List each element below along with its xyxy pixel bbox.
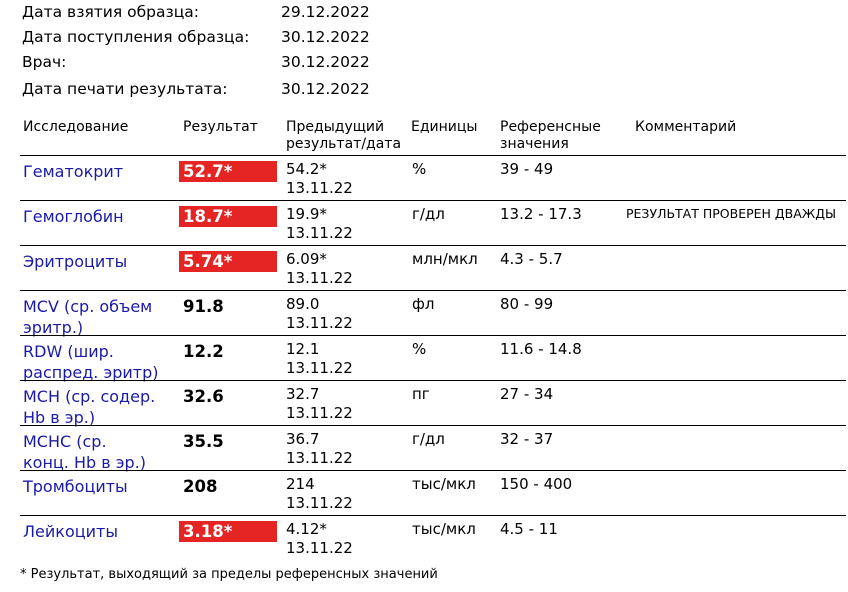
- test-name: RDW (шир. распред. эритр): [23, 342, 159, 382]
- meta-label: Дата печати результата:: [22, 80, 228, 98]
- meta-value: 30.12.2022: [281, 80, 370, 98]
- header-units: Единицы: [411, 119, 478, 135]
- table-row: [20, 380, 846, 427]
- previous-result: [286, 205, 353, 243]
- row-divider: [20, 200, 846, 201]
- previous-date: 13.11.22: [286, 179, 353, 197]
- meta-value: 30.12.2022: [281, 53, 370, 71]
- previous-result: [286, 475, 353, 513]
- previous-result: [286, 160, 353, 198]
- table-row: [20, 245, 846, 289]
- test-unit: %: [412, 340, 427, 358]
- row-divider: [20, 155, 846, 156]
- row-divider: [20, 290, 846, 291]
- previous-date: 13.11.22: [286, 359, 353, 377]
- previous-value: 54.2*: [286, 160, 327, 178]
- reference-range: 4.5 - 11: [500, 520, 558, 538]
- previous-result: [286, 520, 353, 558]
- test-name: MCV (ср. объем эритр.): [23, 297, 153, 337]
- previous-date: 13.11.22: [286, 224, 353, 242]
- meta-label: Врач:: [22, 53, 67, 71]
- table-row: [20, 425, 846, 472]
- test-result: 52.7*: [179, 161, 277, 182]
- test-name: MCHC (ср. конц. Hb в эр.): [23, 432, 147, 472]
- test-result: 12.2: [183, 342, 224, 361]
- test-result: 32.6: [183, 387, 224, 406]
- reference-range: 13.2 - 17.3: [500, 205, 582, 223]
- row-divider: [20, 515, 846, 516]
- table-row: [20, 470, 846, 514]
- previous-value: 4.12*: [286, 520, 327, 538]
- previous-value: 36.7: [286, 430, 320, 448]
- header-result: Результат: [183, 119, 258, 135]
- meta-value: 30.12.2022: [281, 28, 370, 46]
- test-name: Лейкоциты: [23, 522, 118, 541]
- meta-value: 29.12.2022: [281, 3, 370, 21]
- test-unit: г/дл: [412, 430, 445, 448]
- table-row: [20, 290, 846, 337]
- previous-result: [286, 385, 353, 423]
- header-comment: Комментарий: [635, 119, 737, 135]
- previous-date: 13.11.22: [286, 449, 353, 467]
- test-result: 91.8: [183, 297, 224, 316]
- previous-value: 12.1: [286, 340, 320, 358]
- previous-value: 6.09*: [286, 250, 327, 268]
- test-name: Тромбоциты: [23, 477, 128, 496]
- previous-value: 214: [286, 475, 315, 493]
- previous-date: 13.11.22: [286, 269, 353, 287]
- test-unit: тыс/мкл: [412, 520, 476, 538]
- table-row: [20, 200, 846, 244]
- previous-date: 13.11.22: [286, 314, 353, 332]
- reference-range: 11.6 - 14.8: [500, 340, 582, 358]
- test-unit: г/дл: [412, 205, 445, 223]
- table-row: [20, 155, 846, 199]
- test-result: 208: [183, 477, 218, 496]
- previous-value: 19.9*: [286, 205, 327, 223]
- previous-date: 13.11.22: [286, 494, 353, 512]
- test-result: 5.74*: [179, 251, 277, 272]
- row-divider: [20, 425, 846, 426]
- test-name: Эритроциты: [23, 252, 128, 271]
- table-row: [20, 515, 846, 559]
- test-comment: РЕЗУЛЬТАТ ПРОВЕРЕН ДВАЖДЫ: [626, 206, 837, 221]
- header-reference: Референсные значения: [500, 119, 601, 152]
- test-unit: тыс/мкл: [412, 475, 476, 493]
- row-divider: [20, 470, 846, 471]
- test-unit: фл: [412, 295, 435, 313]
- header-study: Исследование: [23, 119, 129, 135]
- previous-result: [286, 340, 353, 378]
- previous-result: [286, 295, 353, 333]
- previous-value: 32.7: [286, 385, 320, 403]
- test-result: 35.5: [183, 432, 224, 451]
- row-divider: [20, 380, 846, 381]
- reference-range: 32 - 37: [500, 430, 554, 448]
- previous-date: 13.11.22: [286, 404, 353, 422]
- reference-range: 4.3 - 5.7: [500, 250, 563, 268]
- previous-date: 13.11.22: [286, 539, 353, 557]
- test-name: MCH (ср. содер. Hb в эр.): [23, 387, 156, 427]
- test-unit: млн/мкл: [412, 250, 478, 268]
- test-result: 3.18*: [179, 521, 277, 542]
- test-unit: %: [412, 160, 427, 178]
- reference-range: 80 - 99: [500, 295, 554, 313]
- test-result: 18.7*: [179, 206, 277, 227]
- header-previous: Предыдущий результат/дата: [286, 119, 402, 152]
- meta-label: Дата взятия образца:: [22, 3, 200, 21]
- row-divider: [20, 245, 846, 246]
- test-name: Гемоглобин: [23, 207, 124, 226]
- previous-result: [286, 250, 353, 288]
- meta-label: Дата поступления образца:: [22, 28, 250, 46]
- row-divider: [20, 335, 846, 336]
- reference-range: 27 - 34: [500, 385, 554, 403]
- footnote: * Результат, выходящий за пределы референсных значений: [20, 567, 438, 582]
- previous-result: [286, 430, 353, 468]
- table-row: [20, 335, 846, 382]
- test-name: Гематокрит: [23, 162, 124, 181]
- reference-range: 39 - 49: [500, 160, 554, 178]
- test-unit: пг: [412, 385, 430, 403]
- reference-range: 150 - 400: [500, 475, 573, 493]
- previous-value: 89.0: [286, 295, 320, 313]
